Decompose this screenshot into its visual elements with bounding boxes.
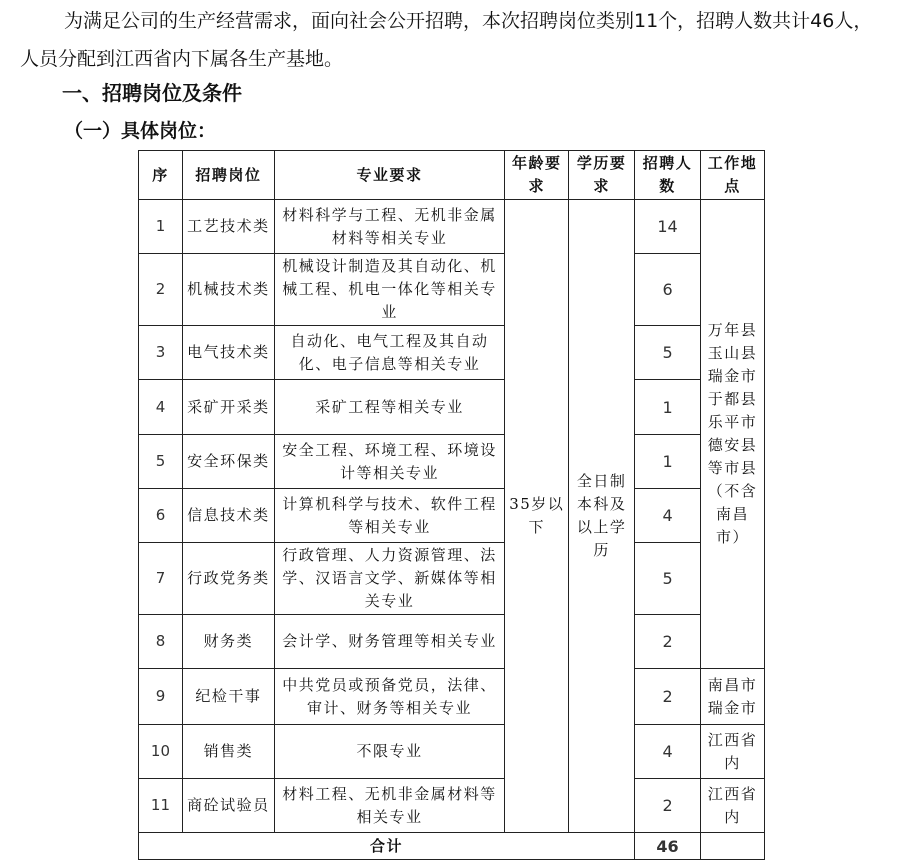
row-count: 2: [635, 615, 701, 669]
row-major: 自动化、电气工程及其自动化、电子信息等相关专业: [274, 326, 505, 380]
education-requirement: 全日制本科及以上学历: [569, 200, 635, 833]
row-major: 计算机科学与技术、软件工程等相关专业: [274, 489, 505, 543]
section-heading: 一、招聘岗位及条件: [62, 81, 242, 105]
row-post: 信息技术类: [182, 489, 274, 543]
section-subheading: （一）具体岗位：: [64, 120, 217, 142]
row-major: 会计学、财务管理等相关专业: [274, 615, 505, 669]
row-count: 14: [635, 200, 701, 254]
row-no: 4: [139, 380, 183, 435]
row-count: 4: [635, 725, 701, 779]
header-location: 工作地点: [701, 151, 765, 200]
row-count: 5: [635, 326, 701, 380]
row-post: 机械技术类: [182, 254, 274, 326]
row-count: 4: [635, 489, 701, 543]
table-row: [139, 326, 765, 380]
row-no: 11: [139, 779, 183, 833]
row-no: 3: [139, 326, 183, 380]
table-row: [139, 489, 765, 543]
total-row: [139, 833, 765, 860]
row-major: 中共党员或预备党员，法律、审计、财务等相关专业: [274, 669, 505, 725]
age-requirement: 35岁以下: [505, 200, 569, 833]
row-major: 不限专业: [274, 725, 505, 779]
row-major: 机械设计制造及其自动化、机械工程、机电一体化等相关专业: [274, 254, 505, 326]
row-no: 9: [139, 669, 183, 725]
table-header-row: [139, 151, 765, 200]
table-row: [139, 254, 765, 326]
row-location: 江西省内: [701, 779, 765, 833]
row-count: 5: [635, 543, 701, 615]
row-post: 商砼试验员: [182, 779, 274, 833]
header-no: 序: [139, 151, 183, 200]
row-post: 销售类: [182, 725, 274, 779]
row-count: 1: [635, 380, 701, 435]
table-row: [139, 779, 765, 833]
shared-location: 万年县玉山县瑞金市于都县乐平市德安县等市县（不含南昌市）: [701, 200, 765, 669]
row-no: 8: [139, 615, 183, 669]
row-location: 南昌市瑞金市: [701, 669, 765, 725]
row-count: 6: [635, 254, 701, 326]
row-no: 2: [139, 254, 183, 326]
row-location: 江西省内: [701, 725, 765, 779]
row-post: 纪检干事: [182, 669, 274, 725]
row-no: 6: [139, 489, 183, 543]
table-row: [139, 200, 765, 254]
row-post: 采矿开采类: [182, 380, 274, 435]
table-row: [139, 380, 765, 435]
row-post: 安全环保类: [182, 435, 274, 489]
row-major: 材料科学与工程、无机非金属材料等相关专业: [274, 200, 505, 254]
row-no: 10: [139, 725, 183, 779]
table-row: [139, 669, 765, 725]
row-major: 行政管理、人力资源管理、法学、汉语言文学、新媒体等相关专业: [274, 543, 505, 615]
row-no: 5: [139, 435, 183, 489]
header-major: 专业要求: [274, 151, 505, 200]
table-row: [139, 615, 765, 669]
row-count: 2: [635, 669, 701, 725]
row-post: 财务类: [182, 615, 274, 669]
row-post: 电气技术类: [182, 326, 274, 380]
total-count: 46: [635, 833, 701, 860]
total-location-empty: [701, 833, 765, 860]
header-post: 招聘岗位: [182, 151, 274, 200]
positions-table: [138, 150, 765, 860]
total-label: 合计: [139, 833, 635, 860]
table-row: [139, 543, 765, 615]
row-post: 工艺技术类: [182, 200, 274, 254]
intro-paragraph: [20, 2, 890, 78]
table-row: [139, 725, 765, 779]
row-post: 行政党务类: [182, 543, 274, 615]
row-no: 7: [139, 543, 183, 615]
header-edu: 学历要求: [569, 151, 635, 200]
row-major: 安全工程、环境工程、环境设计等相关专业: [274, 435, 505, 489]
row-major: 材料工程、无机非金属材料等相关专业: [274, 779, 505, 833]
row-no: 1: [139, 200, 183, 254]
intro-text: 为满足公司的生产经营需求，面向社会公开招聘，本次招聘岗位类别11个，招聘人数共计46人，人员分配到江西省内下属各生产基地。: [20, 10, 873, 70]
row-count: 1: [635, 435, 701, 489]
header-age: 年龄要求: [505, 151, 569, 200]
row-major: 采矿工程等相关专业: [274, 380, 505, 435]
table-row: [139, 435, 765, 489]
header-count: 招聘人数: [635, 151, 701, 200]
row-count: 2: [635, 779, 701, 833]
